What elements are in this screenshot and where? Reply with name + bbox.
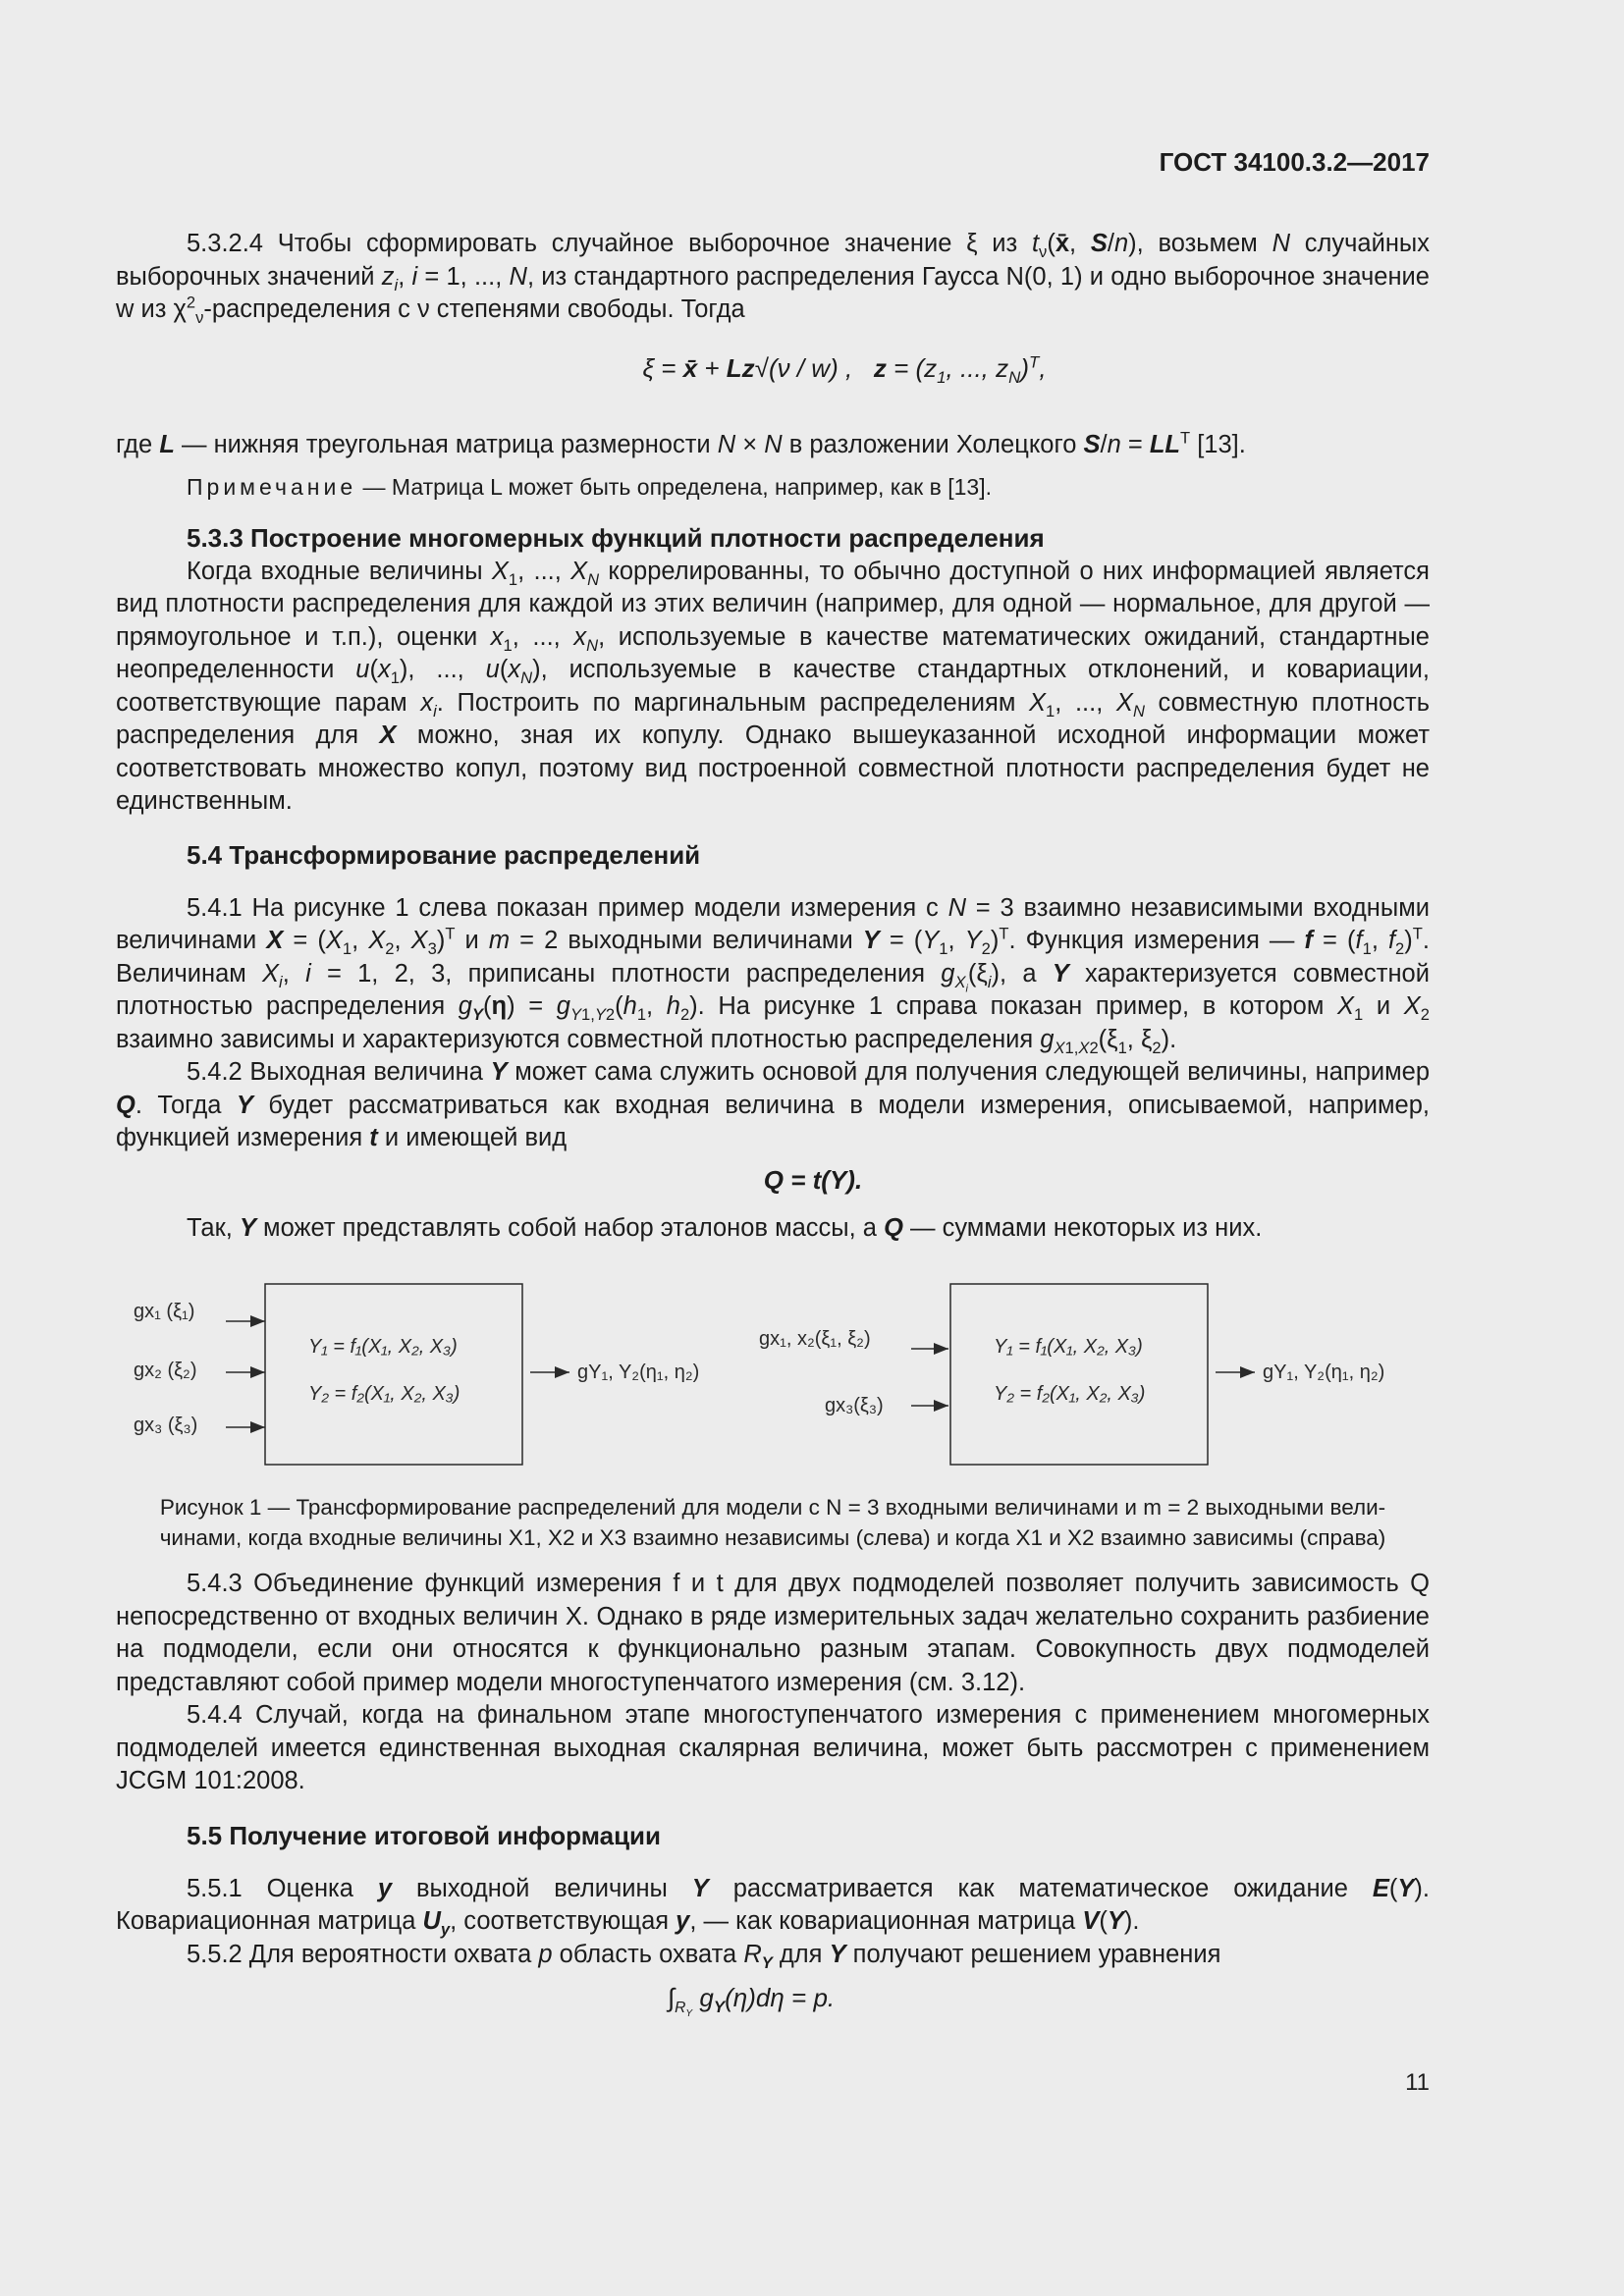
equation-xi: ξ = x̄ + Lz√(ν / w) , $z = (z_1$, ..., $z_N)^T$, xyxy=(642,352,1047,388)
heading-5-3-3: 5.3.3 Построение многомерных функций плотности распределения xyxy=(187,523,1045,553)
diagram-left-model-box xyxy=(265,1284,522,1465)
note-label: Примечание xyxy=(187,474,357,500)
paragraph-mass: Так, Y может представлять собой набор эталонов массы, а Q — суммами некоторых из них. xyxy=(187,1214,1263,1242)
heading-5-5: 5.5 Получение итоговой информации xyxy=(187,1821,662,1850)
diagram-right-input-12 xyxy=(759,1328,948,1350)
caption-line-1: Рисунок 1 — Трансформирование распределений для модели с N = 3 входными величинами и m = 2 выходными вели- xyxy=(159,1495,1386,1520)
equation-integral: $\int_{R_Y}$ $g_Y(\eta)d\eta = p$. xyxy=(668,1983,836,2020)
diagram-left-input-1 xyxy=(134,1301,265,1322)
section-5-4: 5.4 Трансформирование распределений 5.4.1 На рисунке 1 слева показан пример модели измерения с N = 3 взаимно независимыми входными величинами $X = (X_1$, $X_2$, $X_3)^T$ и m = 2 выходными величинами $Y = (Y_1$, $Y_2)^T$. Функция измерения — $f = (f_1$, $f_2)^T$. Величинам $X_i$, i = 1, 2, 3, приписаны плотности распределения $g_{X_i}(\xi_i)$, а Y характеризуется совместной плотностью распределения $g_Y(\eta) = g_{Y1,Y2}(h_1$, $h_2$). На рисунке 1 справа показан пример, в котором $X_1$ и $X_2$ взаимно зависимы и характеризуются совместной плотностью распределения $g_{X1,X2}(\xi_1$, $\xi_2$). 5.4.2 Выходная величина Y может сама служить основой для получения следующей величины, например Q. Тогда Y будет рассматриваться как входная величина в модели измерения, описываемой, например, функцией измерения t и имеющей вид xyxy=(116,840,1431,1151)
figure-1-diagram xyxy=(116,1266,1430,1482)
diagram-right-eq-1: Y₁ = f₁(X₁, X₂, X₃) xyxy=(994,1336,1143,1358)
section-5-3-3: 5.3.3 Построение многомерных функций плотности распределения Когда входные величины $X_1$, ..., $X_N$ коррелированны, то обычно доступной о них информацией является вид плотности распределения для каждой из этих величин (например, для одной — нормальное, для другой — прямоугольное и т.п.), оценки $x_1$, ..., $x_N$, используемые в качестве математических ожиданий, стандартные неопределенности $u(x_1)$, ..., $u(x_N)$, используемые в качестве стандартных отклонений, и ковариации, соответствующие парам $x_i$. Построить по маргинальным распределениям $X_1$, ..., $X_N$ совместную плотность распределения для X можно, зная их копулу. Однако вышеуказанной исходной информации может соответствовать множество копул, поэтому вид построенной совместной плотности распределения будет не единственным. xyxy=(116,523,1430,815)
note-text: — Матрица L может быть определена, например, как в [13]. xyxy=(362,474,992,500)
svg-text:gx₁ (ξ₁): gx₁ (ξ₁) xyxy=(134,1301,195,1322)
diagram-left-output: gY₁, Y₂(η₁, η₂) xyxy=(577,1362,700,1383)
paragraph-5-4-4: 5.4.4 Случай, когда на финальном этапе многоступенчатого измерения с применением многомерных подмоделей имеется единственная выходная скалярная величина, может быть рассмотрен с применением JCGM 101:2008. xyxy=(116,1701,1430,1794)
diagram-left-input-3 xyxy=(134,1415,265,1436)
paragraphs-5-4-3-4 xyxy=(116,1568,1430,1798)
note xyxy=(187,474,992,501)
diagram-right-eq-2: Y₂ = f₂(X₁, X₂, X₃) xyxy=(994,1383,1146,1405)
paragraph-where: где L — нижняя треугольная матрица размерности N × N в разложении Холецкого $S/n = LL^T$ [13]. xyxy=(116,428,1246,458)
diagram-left-input-2 xyxy=(134,1360,265,1381)
diagram-right-model-box xyxy=(950,1284,1208,1465)
document-header: ГОСТ 34100.3.2—2017 xyxy=(1159,147,1430,177)
svg-text:gx₃(ξ₃): gx₃(ξ₃) xyxy=(825,1395,884,1416)
diagram-right-input-3 xyxy=(825,1395,948,1416)
diagram-left-eq-1: Y₁ = f₁(X₁, X₂, X₃) xyxy=(308,1336,458,1358)
paragraph-5-4-3: 5.4.3 Объединение функций измерения f и t для двух подмоделей позволяет получить зависимость Q непосредственно от входных величин X. Однако в ряде измерительных задач желательно сохранить разбиение на подмодели, если они относятся к функционально разным этапам. Совокупность двух подмоделей представляют собой пример модели многоступенчатого измерения (см. 3.12). xyxy=(116,1570,1430,1696)
heading-5-4: 5.4 Трансформирование распределений xyxy=(187,840,701,870)
svg-text:gx₁, x₂(ξ₁, ξ₂): gx₁, x₂(ξ₁, ξ₂) xyxy=(759,1328,871,1350)
figure-1-caption xyxy=(116,1492,1430,1553)
diagram-right-output: gY₁, Y₂(η₁, η₂) xyxy=(1263,1362,1385,1383)
page-number: 11 xyxy=(1405,2069,1430,2096)
paragraph-5-3-2-4: 5.3.2.4 Чтобы сформировать случайное выборочное значение ξ из $t_\nu(x̄$, S/n), возьмем N случайных выборочных значений $z_i$, i = 1, ..., N, из стандартного распределения Гаусса N(0, 1) и одно выборочное значение w из $\chi^2_\nu$-распределения с ν степенями свободы. Тогда xyxy=(116,230,1430,328)
svg-text:gx₂ (ξ₂): gx₂ (ξ₂) xyxy=(134,1360,197,1381)
svg-text:gx₃ (ξ₃): gx₃ (ξ₃) xyxy=(134,1415,198,1436)
equation-Q: Q = t(Y). xyxy=(763,1165,863,1195)
diagram-left-eq-2: Y₂ = f₂(X₁, X₂, X₃) xyxy=(308,1383,460,1405)
section-5-5: 5.5 Получение итоговой информации 5.5.1 Оценка y выходной величины Y рассматривается как математическое ожидание E(Y). Ковариационная матрица $U_y$, соответствующая y, — как ковариационная матрица V(Y). 5.5.2 Для вероятности охвата p область охвата $R_Y$ для Y получают решением уравнения xyxy=(116,1821,1430,1972)
caption-line-2: чинами, когда входные величины X1, X2 и X3 взаимно независимы (слева) и когда X1 и X2 взаимно зависимы (справа) xyxy=(159,1525,1386,1550)
